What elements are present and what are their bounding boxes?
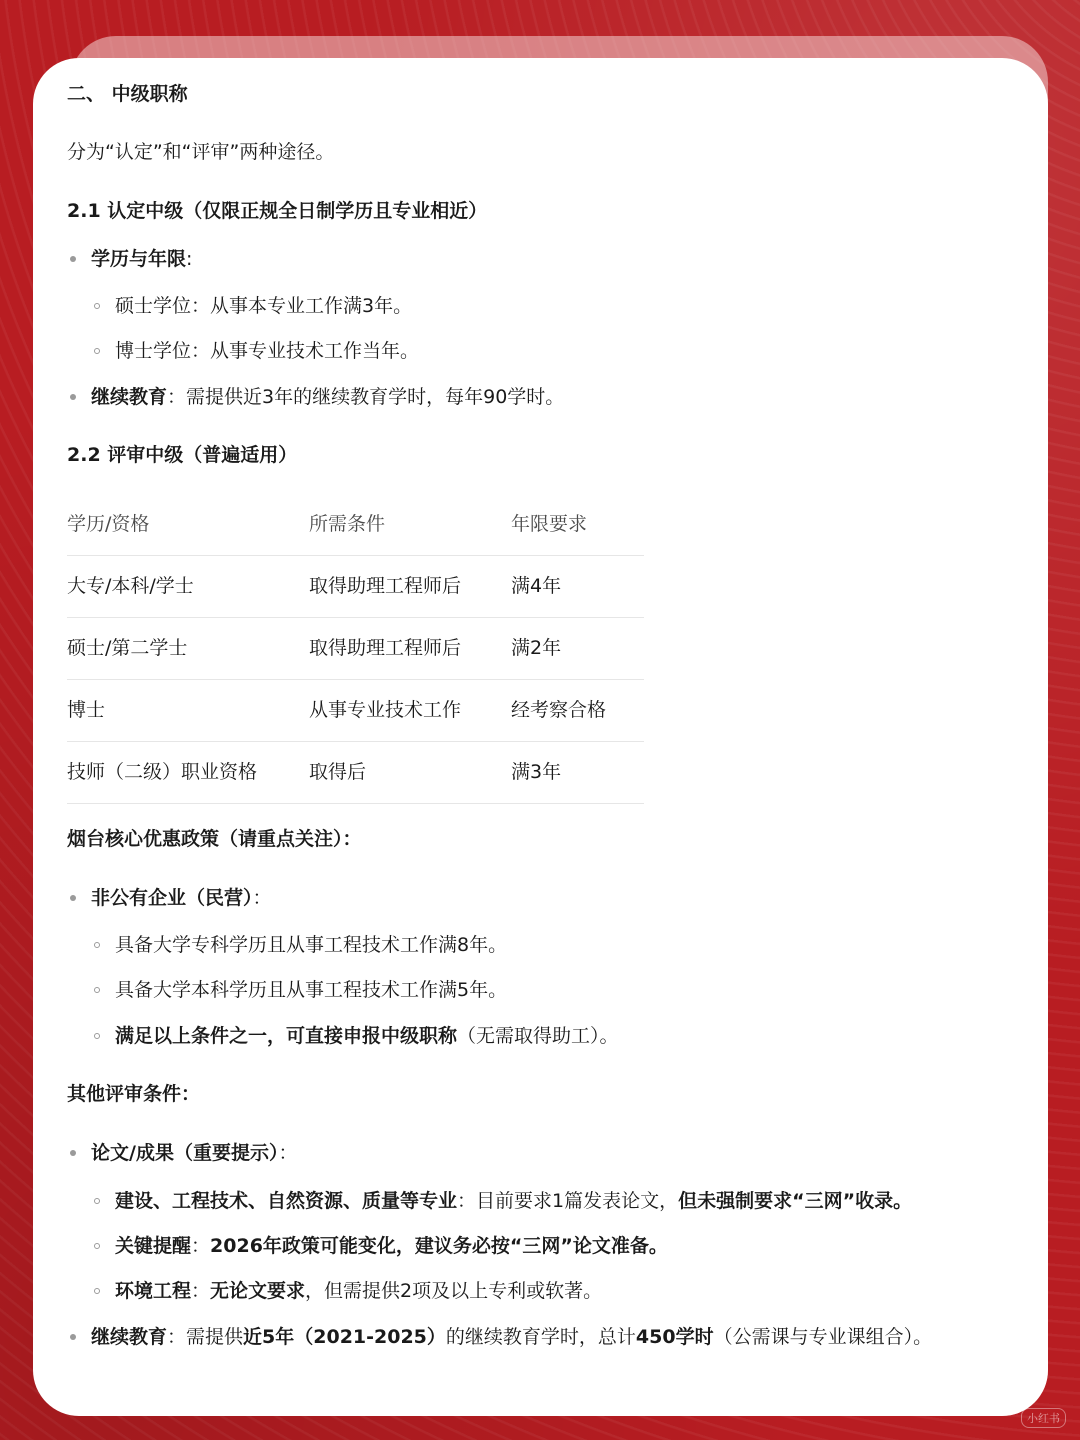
bullet-ring: [94, 348, 100, 354]
other-conditions-title: 其他评审条件：: [67, 1083, 201, 1105]
table-row: [67, 742, 644, 804]
table-row: [67, 618, 644, 680]
watermark-logo: 小红书: [1021, 1408, 1066, 1428]
intro-text: 分为“认定”和“评审”两种途径。: [67, 141, 335, 163]
engineering-paper-item: 建设、工程技术、自然资源、质量等专业：目前要求1篇发表论文，但未强制要求“三网”收录。: [115, 1190, 913, 1212]
table-row: [67, 680, 644, 742]
table-cell: 博士: [67, 699, 106, 721]
section-title: 二、 中级职称: [67, 83, 188, 105]
edu-years-item: 学历与年限:: [91, 248, 193, 270]
table-cell: 取得助理工程师后: [309, 637, 462, 659]
table-cell: 大专/本科/学士: [67, 575, 194, 597]
table-header-row: [67, 494, 644, 556]
continuing-education-item: 继续教育：需提供近3年的继续教育学时，每年90学时。: [91, 386, 565, 408]
table-cell: 经考察合格: [511, 699, 607, 721]
table-cell: 硕士/第二学士: [67, 637, 188, 659]
bullet-ring: [94, 1288, 100, 1294]
table-cell: 满2年: [511, 637, 562, 659]
table-cell: 取得后: [309, 761, 367, 783]
table-cell: 满4年: [511, 575, 562, 597]
bullet-ring: [94, 303, 100, 309]
bachelor-condition-item: 具备大学本科学历且从事工程技术工作满5年。: [115, 979, 508, 1001]
review-requirements-table: [67, 494, 644, 804]
continuing-education-total-item: 继续教育：需提供近5年（2021-2025）的继续教育学时，总计450学时（公需课与专业课组合）。: [91, 1326, 933, 1348]
content-card: [33, 58, 1048, 1416]
yantai-policy-title: 烟台核心优惠政策（请重点关注）：: [67, 828, 362, 850]
bullet-dot: [70, 256, 76, 262]
table-cell: 取得助理工程师后: [309, 575, 462, 597]
bullet-dot: [70, 1334, 76, 1340]
table-row: [67, 556, 644, 618]
table-header-cell: 所需条件: [309, 513, 386, 535]
bullet-ring: [94, 1198, 100, 1204]
bullet-ring: [94, 987, 100, 993]
bullet-ring: [94, 1243, 100, 1249]
direct-apply-item: 满足以上条件之一，可直接申报中级职称（无需取得助工）。: [115, 1025, 619, 1047]
table-header-cell: 年限要求: [511, 513, 588, 535]
table-cell: 技师（二级）职业资格: [67, 761, 258, 783]
phd-degree-item: 博士学位：从事专业技术工作当年。: [115, 340, 420, 362]
master-degree-item: 硕士学位：从事本专业工作满3年。: [115, 295, 413, 317]
bullet-dot: [70, 1150, 76, 1156]
table-header-cell: 学历/资格: [67, 513, 150, 535]
bullet-dot: [70, 895, 76, 901]
key-reminder-item: 关键提醒：2026年政策可能变化，建议务必按“三网”论文准备。: [115, 1235, 668, 1257]
environmental-engineering-item: 环境工程：无论文要求，但需提供2项及以上专利或软著。: [115, 1280, 603, 1302]
table-cell: 从事专业技术工作: [309, 699, 462, 721]
edu-years-label: 学历与年限: [91, 248, 187, 270]
subsection-2-1-title: 2.1 认定中级（仅限正规全日制学历且专业相近）: [67, 200, 488, 222]
paper-results-item: 论文/成果（重要提示）：: [91, 1142, 298, 1164]
bullet-dot: [70, 394, 76, 400]
college-condition-item: 具备大学专科学历且从事工程技术工作满8年。: [115, 934, 508, 956]
bullet-ring: [94, 942, 100, 948]
bullet-ring: [94, 1033, 100, 1039]
non-public-enterprise-item: 非公有企业（民营）：: [91, 887, 272, 909]
table-cell: 满3年: [511, 761, 562, 783]
subsection-2-2-title: 2.2 评审中级（普遍适用）: [67, 444, 298, 466]
